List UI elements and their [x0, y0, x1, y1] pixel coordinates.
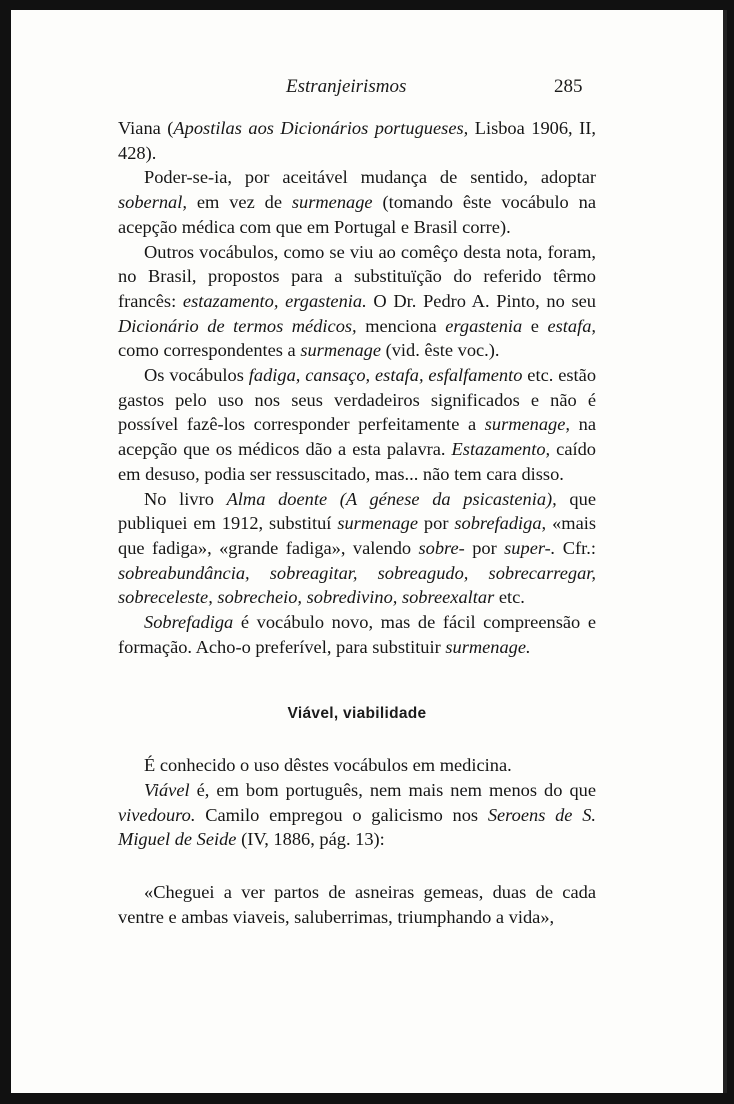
- body-text: [118, 116, 596, 929]
- page-header: [11, 76, 723, 104]
- paragraph-4: Os vocábulos fadiga, cansaço, estafa, esfalfamento etc. estão gastos pelo uso nos seus verdadeiros significados e não é possível fazê-los corresponder perfeitamente a surmenage, na acepção que os médicos dão a esta palavra. Estazamento, caído em desuso, podia ser ressuscitado, mas... não tem cara disso.: [118, 365, 597, 484]
- paragraph-5: No livro Alma doente (A génese da psicastenia), que publiquei em 1912, substituí surmenage por sobrefadiga, «mais que fadiga», «grande fadiga», valendo sobre- por super-. Cfr.: sobreabundância, sobreagitar, sobreagudo, sobrecarregar, sobreceleste, sobrecheio, sobredivino, sobreexaltar etc.: [118, 488, 596, 608]
- book-page: [11, 10, 727, 1093]
- paragraph-3: Outros vocábulos, como se viu ao comêço desta nota, foram, no Brasil, propostos para a substituïção do referido têrmo francês: estazamento, ergastenia. O Dr. Pedro A. Pinto, no seu Dicionário de termos médicos, menciona ergastenia e estafa, como correspondentes a surmenage (vid. êste voc.).: [118, 241, 597, 361]
- paragraph-1: Viana (Apostilas aos Dicionários portugueses, Lisboa 1906, II, 428).: [118, 118, 596, 163]
- running-title: Estranjeirismos: [286, 76, 407, 97]
- paragraph-2: Poder-se-ia, por aceitável mudança de sentido, adoptar sobernal, em vez de surmenage (tomando êste vocábulo na acepção médica com que em Portugal e Brasil corre).: [118, 167, 596, 237]
- paragraph-7: É conhecido o uso dêstes vocábulos em medicina.: [144, 755, 512, 776]
- section-heading: Viável, viabilidade: [287, 705, 427, 723]
- page-number: 285: [554, 76, 583, 97]
- paragraph-6: Sobrefadiga é vocábulo novo, mas de fácil compreensão e formação. Acho-o preferível, para substituir surmenage.: [118, 612, 596, 657]
- quotation: «Cheguei a ver partos de asneiras gemeas, duas de cada ventre e ambas viaveis, saluberrimas, triumphando a vida»,: [118, 881, 596, 927]
- paragraph-8: Viável é, em bom português, nem mais nem menos do que vivedouro. Camilo empregou o galicismo nos Seroens de S. Miguel de Seide (IV, 1886, pág. 13):: [118, 779, 596, 850]
